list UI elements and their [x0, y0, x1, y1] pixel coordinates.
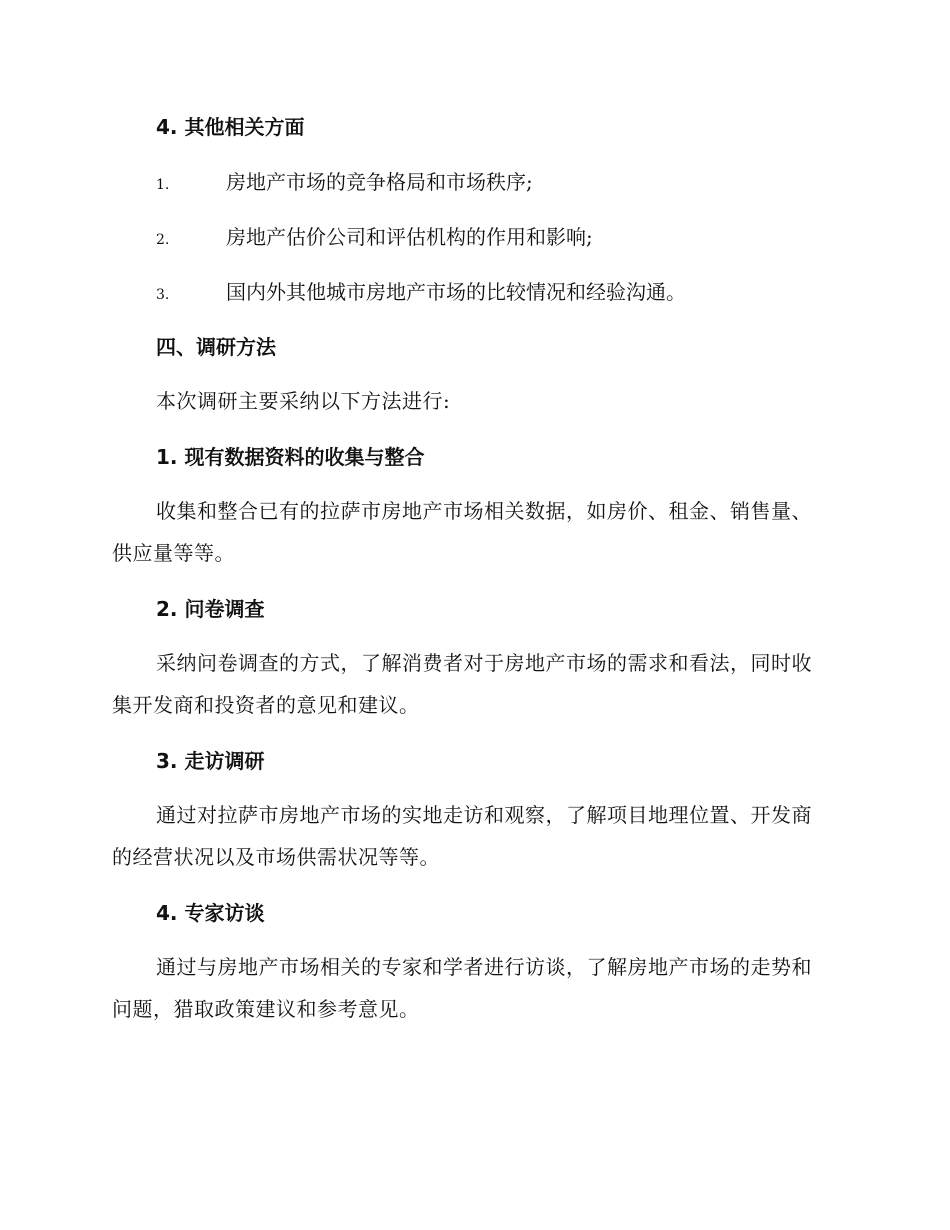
list-number: 1. — [156, 177, 170, 193]
paragraph-expert-interviews: 通过与房地产市场相关的专家和学者进行访谈，了解房地产市场的走势和问题，猎取政策建议和参考意见。 — [112, 955, 812, 1021]
paragraph-field-visits: 通过对拉萨市房地产市场的实地走访和观察，了解项目地理位置、开发商的经营状况以及市场供需状况等等。 — [112, 803, 812, 869]
section-heading-research-methods: 四、调研方法 — [156, 335, 276, 359]
subheading-expert-interviews: 4. 专家访谈 — [156, 901, 265, 925]
list-number: 2. — [156, 232, 170, 248]
list-item-text: 房地产市场的竞争格局和市场秩序; — [226, 170, 533, 194]
subheading-data-collection: 1. 现有数据资料的收集与整合 — [156, 445, 425, 469]
list-item-text: 国内外其他城市房地产市场的比较情况和经验沟通。 — [226, 280, 686, 304]
subheading-field-visits: 3. 走访调研 — [156, 749, 265, 773]
list-item — [156, 278, 836, 309]
list-item — [156, 223, 836, 254]
list-item — [156, 168, 836, 199]
paragraph-questionnaire: 采纳问卷调查的方式，了解消费者对于房地产市场的需求和看法，同时收集开发商和投资者的意见和建议。 — [112, 651, 812, 717]
subheading-questionnaire: 2. 问卷调查 — [156, 597, 265, 621]
list-item-text: 房地产估价公司和评估机构的作用和影响; — [226, 225, 593, 249]
paragraph-data-collection: 收集和整合已有的拉萨市房地产市场相关数据，如房价、租金、销售量、供应量等等。 — [112, 499, 812, 565]
paragraph-intro: 本次调研主要采纳以下方法进行: — [156, 389, 451, 413]
section-heading-other-aspects: 4. 其他相关方面 — [156, 115, 305, 139]
list-number: 3. — [156, 287, 170, 303]
